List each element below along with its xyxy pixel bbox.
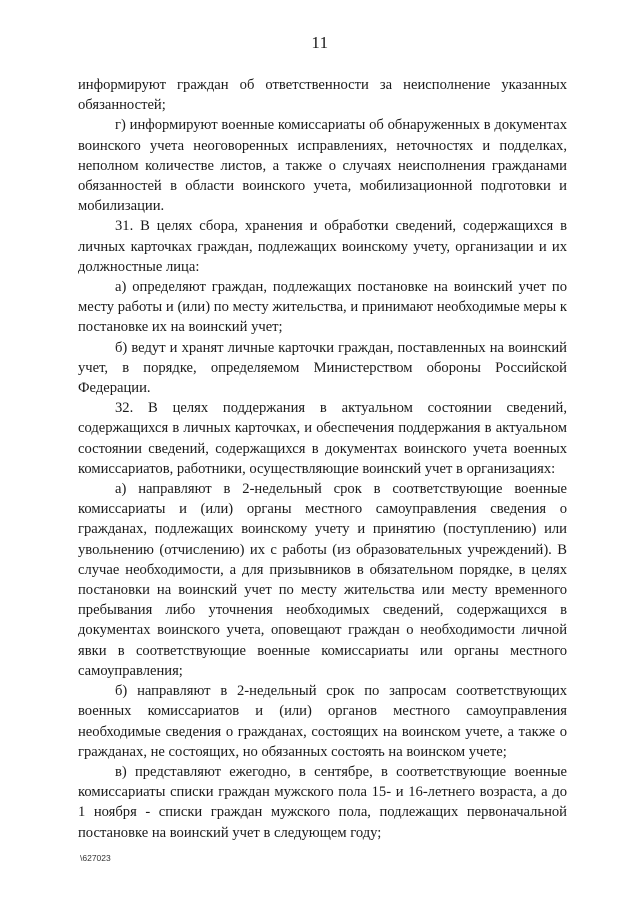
page-number: 11 <box>311 33 329 52</box>
paragraph-continuation: информируют граждан об ответственности за неисполнение указанных обязанностей; <box>78 77 567 114</box>
document-code: \627023 <box>80 853 111 863</box>
paragraph-item-v-32: в) представляют ежегодно, в сентябре, в соответствующие военные комиссариаты списки граждан мужского пола 15- и 16-летнего возраста, а до 1 ноября - списки граждан мужского пола, подлежащих первоначальной постановке на воинский учет в следующем году; <box>78 763 567 841</box>
paragraph-item-a-32: а) направляют в 2-недельный срок в соответствующие военные комиссариаты и (или) органы местного самоуправления сведения о гражданах, подлежащих воинскому учету и принятию (поступлению) или увольнению (отчислению) их с работы (из образовательных учреждений). В случае необходимости, а для призывников в обязательном порядке, в целях постановки на воинский учет по месту жительства или месту временного пребывания либо уточнения необходимых сведений, содержащихся в документах воинского учета, оповещают граждан о необходимости личной явки в соответствующие военные комиссариаты или органы местного самоуправления; <box>78 481 567 679</box>
document-body <box>78 75 567 843</box>
paragraph-clause-32: 32. В целях поддержания в актуальном состоянии сведений, содержащихся в личных карточках, и обеспечения поддержания в актуальном состоянии сведений, содержащихся в документах воинского учета военных комиссариатов, работники, осуществляющие воинский учет в организациях: <box>78 400 567 477</box>
paragraph-item-b-31: б) ведут и хранят личные карточки граждан, поставленных на воинский учет, в порядке, определяемом Министерством обороны Российской Федерации. <box>78 339 567 397</box>
paragraph-item-g: г) информируют военные комиссариаты об обнаруженных в документах воинского учета неоговоренных исправлениях, неточностях и подделках, неполном количестве листов, а также о случаях неисполнения гражданами обязанностей в области воинского учета, мобилизационной подготовки и мобилизации. <box>78 117 567 215</box>
paragraph-item-b-32: б) направляют в 2-недельный срок по запросам соответствующих военных комиссариатов и (или) органов местного самоуправления необходимые сведения о гражданах, состоящих на воинском учете, а также о гражданах, не состоящих, но обязанных состоять на воинском учете; <box>78 683 567 760</box>
paragraph-item-a-31: а) определяют граждан, подлежащих постановке на воинский учет по месту работы и (или) по месту жительства, и принимают необходимые меры к постановке их на воинский учет; <box>78 279 567 336</box>
paragraph-clause-31: 31. В целях сбора, хранения и обработки сведений, содержащихся в личных карточках граждан, подлежащих воинскому учету, организации и их должностные лица: <box>78 218 567 275</box>
